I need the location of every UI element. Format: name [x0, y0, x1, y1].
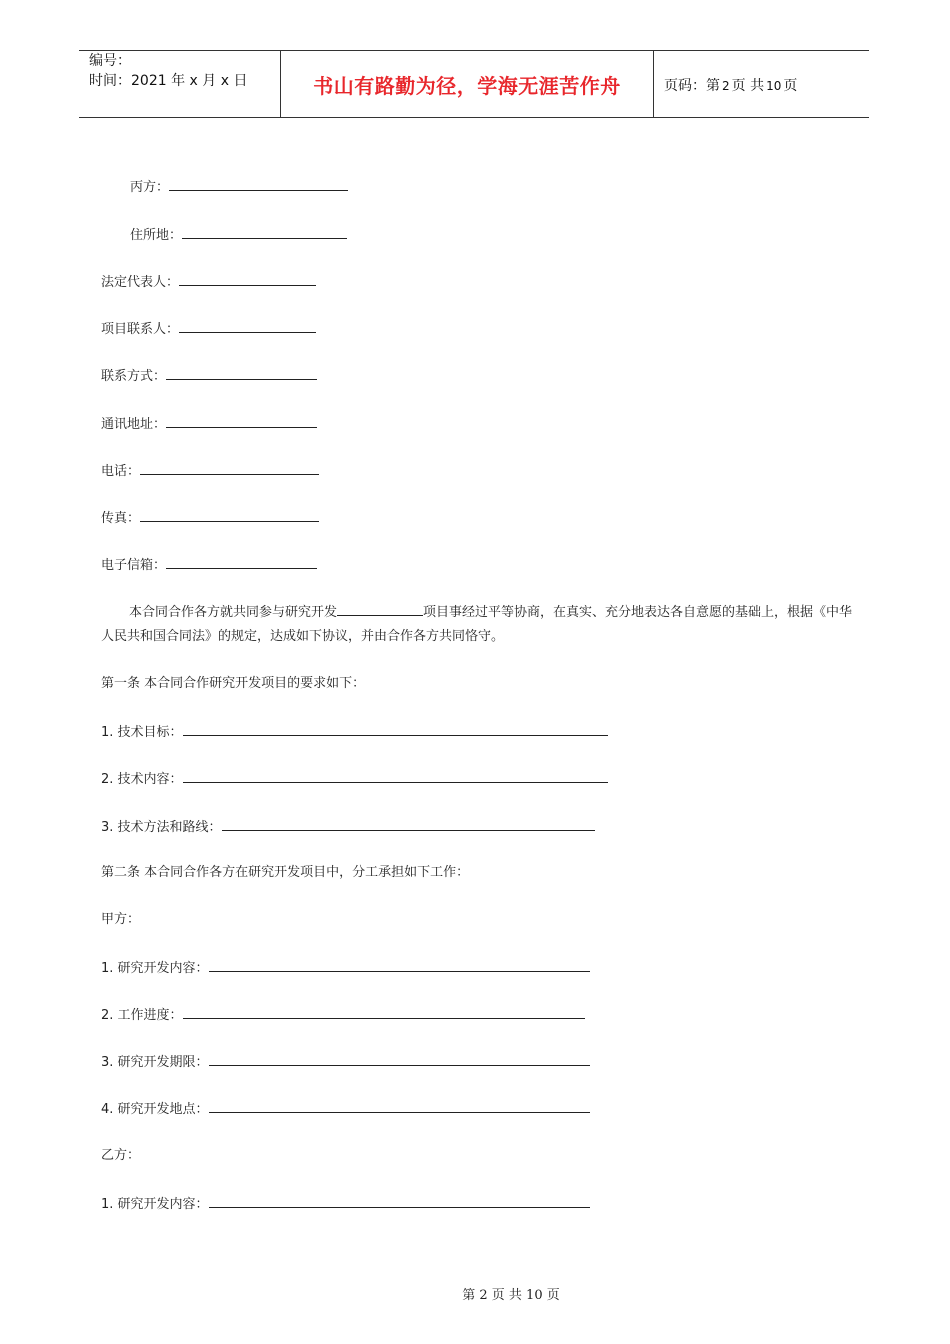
header-page-indicator [664, 75, 797, 95]
field-email [101, 554, 317, 574]
field-contact-method [101, 365, 317, 385]
field-label: 住所地： [130, 228, 183, 243]
header-meta [89, 51, 247, 91]
field-phone [101, 460, 319, 480]
field-label: 电子信箱： [101, 558, 167, 573]
item-label: 研究开发期限： [117, 1055, 209, 1070]
page-current: 2 [722, 79, 730, 93]
field-party-c-name [130, 176, 348, 196]
party-a-item [101, 1098, 590, 1118]
header-divider-right [653, 50, 654, 117]
blank-line[interactable] [166, 554, 317, 569]
page-total: 10 [766, 79, 782, 93]
item-number: 3. [101, 820, 114, 835]
field-label: 通讯地址： [101, 417, 167, 432]
field-legal-rep [101, 271, 316, 291]
blank-line[interactable] [209, 957, 590, 972]
party-a-item [101, 1004, 585, 1024]
field-contact-person [101, 318, 316, 338]
blank-line[interactable] [222, 816, 595, 831]
party-b-item [101, 1193, 590, 1213]
blank-line[interactable] [166, 413, 317, 428]
field-label: 联系方式： [101, 369, 167, 384]
field-label: 项目联系人： [101, 322, 180, 337]
item-label: 工作进度： [117, 1008, 183, 1023]
article-1-item [101, 768, 608, 788]
field-label: 法定代表人： [101, 275, 180, 290]
blank-line[interactable] [183, 768, 608, 783]
item-label: 研究开发内容： [117, 961, 209, 976]
intro-text-1: 本合同合作各方就共同参与研究开发 [129, 605, 338, 620]
date-label: 时间：2021 年 x 月 x 日 [89, 73, 248, 89]
item-number: 1. [101, 961, 114, 976]
field-label: 传真： [101, 511, 141, 526]
header-motto: 书山有路勤为径，学海无涯苦作舟 [313, 74, 621, 98]
blank-line[interactable] [140, 507, 319, 522]
article-2-title: 第二条 本合同合作各方在研究开发项目中，分工承担如下工作： [101, 865, 470, 880]
article-1-title: 第一条 本合同合作研究开发项目的要求如下： [101, 676, 366, 691]
page-suffix: 页 [783, 78, 798, 94]
blank-line[interactable] [169, 176, 348, 191]
page-prefix: 页码：第 [664, 78, 720, 94]
party-a-item [101, 1051, 590, 1071]
field-mail-address [101, 413, 317, 433]
field-label: 丙方： [130, 180, 170, 195]
item-label: 技术内容： [117, 772, 183, 787]
field-fax [101, 507, 319, 527]
item-label: 技术方法和路线： [117, 820, 222, 835]
intro-text-2: 项目事经过平等协商，在真实、充分地表达各自意愿的基础上，根据《中华人民共和国合同法》的规定，达成如下协议，并由合作各方共同恪守。 [101, 605, 853, 644]
item-number: 1. [101, 725, 114, 740]
item-number: 2. [101, 772, 114, 787]
blank-line[interactable] [337, 601, 423, 616]
blank-line[interactable] [209, 1051, 590, 1066]
blank-line[interactable] [140, 460, 319, 475]
item-number: 1. [101, 1197, 114, 1212]
item-number: 2. [101, 1008, 114, 1023]
blank-line[interactable] [179, 318, 316, 333]
header-bottom-rule [79, 117, 869, 118]
item-label: 技术目标： [117, 725, 183, 740]
blank-line[interactable] [209, 1193, 590, 1208]
page-footer: 第 2 页 共 10 页 [462, 1288, 560, 1303]
item-label: 研究开发内容： [117, 1197, 209, 1212]
field-party-c-address [130, 224, 347, 244]
party-b-heading: 乙方： [101, 1148, 141, 1163]
article-1-item [101, 816, 595, 836]
field-label: 电话： [101, 464, 141, 479]
code-label: 编号： [89, 53, 131, 69]
intro-paragraph [101, 601, 853, 649]
blank-line[interactable] [209, 1098, 590, 1113]
party-a-item [101, 957, 590, 977]
article-1-item [101, 721, 608, 741]
item-number: 3. [101, 1055, 114, 1070]
page-mid: 页 共 [731, 78, 765, 94]
blank-line[interactable] [166, 365, 317, 380]
party-a-heading: 甲方： [101, 912, 141, 927]
blank-line[interactable] [183, 721, 608, 736]
item-label: 研究开发地点： [117, 1102, 209, 1117]
blank-line[interactable] [183, 1004, 585, 1019]
item-number: 4. [101, 1102, 114, 1117]
blank-line[interactable] [179, 271, 316, 286]
blank-line[interactable] [182, 224, 347, 239]
